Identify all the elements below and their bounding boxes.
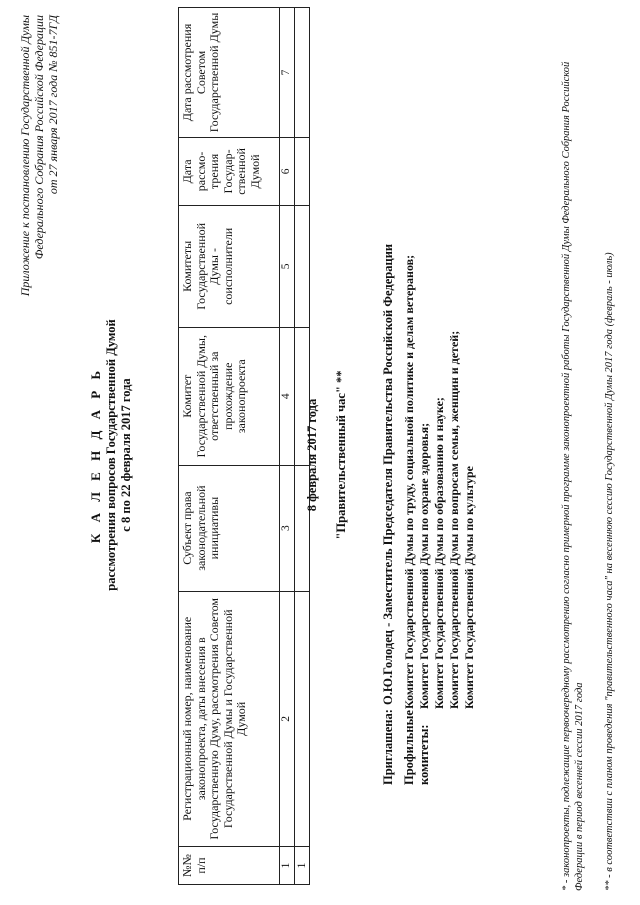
table-header-row	[179, 8, 280, 885]
invited-person: О.Ю.Голодец - Заместитель Председателя Правительства Российской Федерации	[381, 243, 395, 705]
appendix-note	[18, 15, 60, 335]
header-bill: Регистрационный номер, наименование законопроекта, даты внесения в Государственную Думу, рассмотрения Советом Государственной Думы и Государственной Думой	[179, 591, 280, 847]
list-item: Комитет Государственной Думы по культуре	[462, 466, 476, 709]
profile-committees-list	[402, 255, 477, 709]
table-cell	[294, 137, 309, 205]
list-item: Комитет Государственной Думы по охране здоровья;	[417, 422, 431, 709]
header-council-date: Дата рассмотрения Советом Государственной Думы	[179, 8, 280, 138]
column-number: 4	[280, 327, 295, 465]
column-number: 3	[280, 465, 295, 591]
calendar-table	[178, 7, 310, 885]
footnote-1: * - законопроекты, подлежащие первоочередному рассмотрению согласно примерной программе законопроектной работы Государственной Думы Федерального Собрания Российской Федерации в период весенней сессии 2017 года	[561, 61, 585, 891]
column-number: 6	[280, 137, 295, 205]
column-number: 7	[280, 8, 295, 138]
column-number: 1	[280, 847, 295, 885]
column-number-row	[280, 8, 295, 885]
government-hour-title: "Правительственный час" **	[334, 370, 348, 540]
header-co-committees: Комитеты Государственной Думы - соисполнители	[179, 205, 280, 327]
table-cell	[294, 591, 309, 847]
header-duma-date: Дата рассмо-трения Государ-ственной Думой	[179, 137, 280, 205]
header-number: №№ п/п	[179, 847, 280, 885]
column-number: 5	[280, 205, 295, 327]
calendar-subtitle: рассмотрения вопросов Государственной Думой	[104, 319, 118, 591]
appendix-line-1: Приложение к постановлению Государственной Думы	[18, 15, 32, 297]
list-item: Комитет Государственной Думы по вопросам семьи, женщин и детей;	[447, 330, 461, 709]
appendix-line-3: от 27 января 2017 года № 851-7ГД	[46, 15, 60, 195]
appendix-line-2: Федерального Собрания Российской Федерации	[32, 15, 46, 260]
header-subject: Субъект права законодательной инициативы	[179, 465, 280, 591]
row-number: 1	[294, 847, 309, 885]
session-date: 8 февраля 2017 года	[305, 398, 319, 512]
column-number: 2	[280, 591, 295, 847]
footnote-2: ** - в соответствии с планом проведения "правительственного часа" на весеннюю сессию Государственной Думы 2017 года (февраль - июль)	[604, 252, 615, 891]
calendar-title	[88, 205, 134, 705]
list-item: Комитет Государственной Думы по образованию и науке;	[432, 397, 446, 709]
profile-committees-label: Профильные комитеты:	[402, 710, 431, 785]
invited-label: Приглашена:	[381, 709, 395, 785]
header-responsible-committee: Комитет Государственной Думы, ответственный за прохождение законопроекта	[179, 327, 280, 465]
calendar-period: с 8 по 22 февраля 2017 года	[119, 378, 133, 532]
calendar-heading: К А Л Е Н Д А Р Ь	[88, 366, 103, 544]
list-item: Комитет Государственной Думы по труду, социальной политике и делам ветеранов;	[402, 254, 416, 709]
table-cell	[294, 8, 309, 138]
